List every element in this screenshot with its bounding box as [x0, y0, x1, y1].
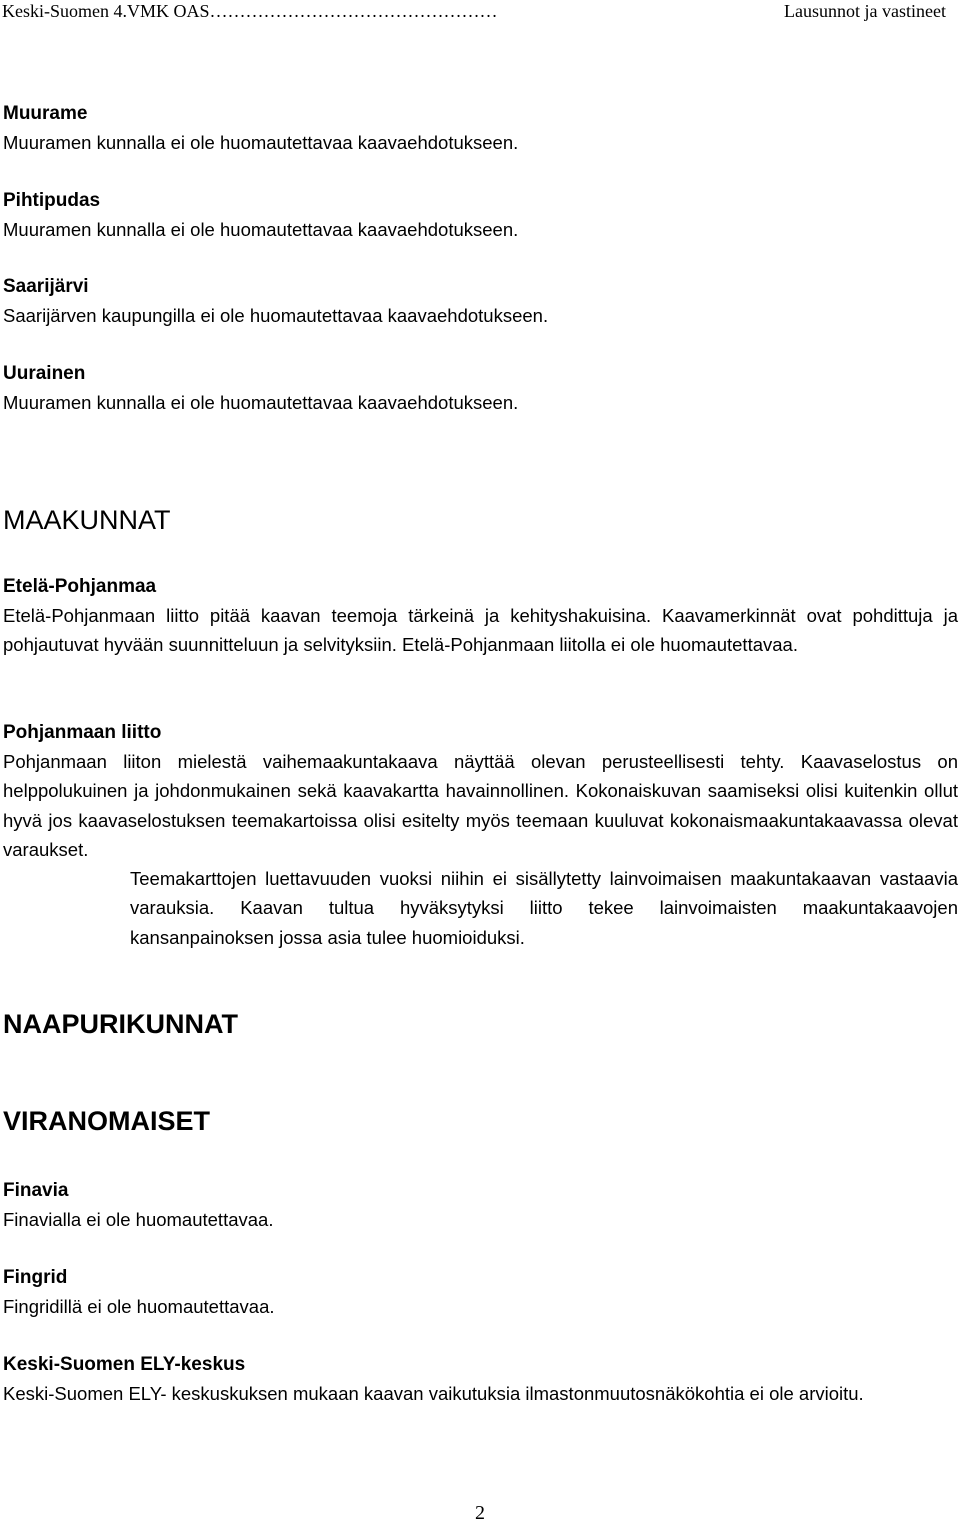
section-muurame [3, 99, 958, 157]
response-block [130, 864, 958, 952]
section-title: Saarijärvi [3, 276, 89, 297]
section-text: Muuramen kunnalla ei ole huomautettavaa kaavaehdotukseen. [3, 219, 519, 240]
naapurikunnat-heading: NAAPURIKUNNAT [3, 1009, 238, 1039]
header-right-text: Lausunnot ja vastineet [784, 1, 946, 21]
section-title: Keski-Suomen ELY-keskus [3, 1354, 246, 1375]
section-title: Fingrid [3, 1267, 68, 1288]
section-finavia [3, 1176, 958, 1234]
section-title: Pohjanmaan liitto [3, 722, 162, 743]
page-number: 2 [475, 1502, 485, 1524]
section-text: Keski-Suomen ELY- keskuskuksen mukaan kaavan vaikutuksia ilmastonmuutosnäkökohtia ei ole arvioitu. [3, 1383, 864, 1404]
section-uurainen [3, 359, 958, 417]
section-text: Finavialla ei ole huomautettavaa. [3, 1209, 274, 1230]
section-text: Muuramen kunnalla ei ole huomautettavaa kaavaehdotukseen. [3, 132, 519, 153]
section-text: Etelä-Pohjanmaan liitto pitää kaavan teemoja tärkeinä ja kehityshakuisina. Kaavamerkinnät ovat pohdittuja ja pohjautuvat hyvään suunnitteluun ja selvityksiin. Etelä-Pohjanmaan liitolla ei ole huomautettavaa. [3, 605, 958, 656]
section-title: Pihtipudas [3, 190, 101, 211]
section-pihtipudas [3, 186, 958, 244]
maakunnat-heading: MAAKUNNAT [3, 505, 171, 535]
section-title: Finavia [3, 1180, 69, 1201]
section-text: Saarijärven kaupungilla ei ole huomautettavaa kaavaehdotukseen. [3, 305, 549, 326]
viranomaiset-heading-block [3, 1105, 958, 1137]
section-title: Etelä-Pohjanmaa [3, 576, 157, 597]
section-title: Uurainen [3, 363, 86, 384]
section-fingrid [3, 1263, 958, 1321]
section-title: Muurame [3, 103, 88, 124]
section-text: Fingridillä ei ole huomautettavaa. [3, 1296, 275, 1317]
page-header [2, 0, 946, 24]
section-text: Muuramen kunnalla ei ole huomautettavaa kaavaehdotukseen. [3, 392, 519, 413]
response-text: Teemakarttojen luettavuuden vuoksi niihin ei sisällytetty lainvoimaisen maakuntakaavan vastaavia varauksia. Kaavan tultua hyväksytyksi liitto tekee lainvoimaisten maakuntakaavojen kansanpainoksen jossa asia tulee huomioiduksi. [130, 868, 958, 948]
header-left-text: Keski-Suomen 4.VMK OAS………………………………………… [2, 1, 498, 21]
naapurikunnat-heading-block [3, 1008, 958, 1040]
section-pohjanmaan-liitto [3, 718, 958, 865]
section-ely-keskus [3, 1350, 958, 1408]
section-saarijarvi [3, 272, 958, 330]
viranomaiset-heading: VIRANOMAISET [3, 1106, 211, 1136]
maakunnat-heading-block [3, 504, 958, 536]
section-text: Pohjanmaan liiton mielestä vaihemaakuntakaava näyttää olevan perusteellisesti tehty. Kaavaselostus on helppolukuinen ja johdonmukainen sekä kaavakartta havainnollinen. Kokonaiskuvan saamiseksi olisi kuitenkin ollut hyvä jos kaavaselostuksen teemakartoissa olisi esitelty myös teemaan kuuluvat kokonaismaakuntakaavassa olevat varaukset. [3, 751, 958, 861]
section-etela-pohjanmaa [3, 572, 958, 660]
